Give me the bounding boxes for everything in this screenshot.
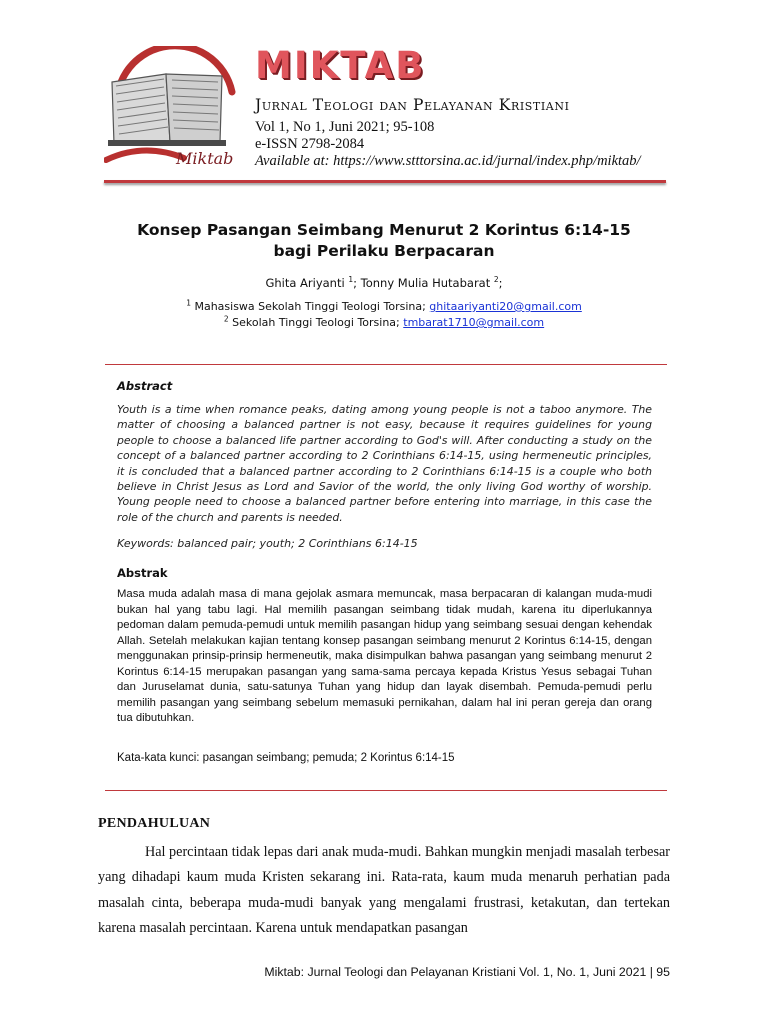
author-separator: ; bbox=[353, 276, 361, 290]
title-line-2: bagi Perilaku Berpacaran bbox=[273, 242, 495, 260]
title-line-1: Konsep Pasangan Seimbang Menurut 2 Korintus 6:14-15 bbox=[137, 221, 631, 239]
availability-url[interactable]: Available at: https://www.stttorsina.ac.id/jurnal/index.php/miktab/ bbox=[255, 153, 641, 169]
author-email-link[interactable]: ghitaariyanti20@gmail.com bbox=[429, 300, 582, 313]
volume-info: Vol 1, No 1, Juni 2021; 95-108 bbox=[255, 119, 435, 135]
body-paragraph: Hal percintaan tidak lepas dari anak muda-mudi. Bahkan mungkin menjadi masalah terbesar yang dihadapi kaum muda Kristen sekarang ini. Rata-rata, kaum muda menaruh perhatian pada masalah cinta, beberapa muda-mudi banyak yang mengalami frustrasi, ketakutan, dan tertekan karena masalah percintaan. Karena untuk mendapatkan pasangan bbox=[98, 844, 670, 937]
affiliation-text: Sekolah Tinggi Teologi Torsina; bbox=[232, 316, 400, 329]
author-affiliation-marker: 1 bbox=[348, 275, 354, 285]
journal-logo bbox=[104, 46, 250, 166]
article-title bbox=[100, 220, 668, 262]
journal-brand: MIKTAB bbox=[255, 44, 426, 87]
author-name: Tonny Mulia Hutabarat bbox=[360, 276, 491, 290]
abstrak-text: Masa muda adalah masa di mana gejolak asmara memuncak, masa berpacaran di kalangan muda-mudi bukan hal yang tabu lagi. Hal memilih pasangan seimbang tidak mudah, karena itu diperlukannya pedoman dalam pemuda-pemudi untuk memilih pasangan hidup yang seimbang sesuai dengan kehendak Allah. Setelah melakukan kajian tentang konsep pasangan seimbang menurut 2 Korintus 6:14-15, dengan menggunakan prinsip-prinsip hermeneutik, maka disimpulkan bahwa pasangan yang seimbang menurut 2 Korintus 6:14-15 merupakan pasangan yang sama-sama percaya kepada Kristus Yesus sebagai Tuhan dan Juruselamat dunia, satu-satunya Tuhan yang hidup dan layak disembah. Pemuda-pemudi perlu memilih pasangan yang seimbang sebelum memasuki pernikahan, dalam hal ini peran gereja dan orang tua dibutuhkan. bbox=[117, 588, 652, 724]
author-list-end: ; bbox=[498, 276, 503, 290]
author-email-link[interactable]: tmbarat1710@gmail.com bbox=[403, 316, 545, 329]
logo-wordmark: Miktab bbox=[176, 149, 234, 166]
author-affiliation-marker: 2 bbox=[493, 275, 499, 285]
affiliation-text: Mahasiswa Sekolah Tinggi Teologi Torsina; bbox=[194, 300, 426, 313]
journal-full-name: Jurnal Teologi dan Pelayanan Kristiani bbox=[255, 96, 570, 114]
header-divider bbox=[104, 180, 666, 183]
abstract-text: Youth is a time when romance peaks, dating among young people is not a taboo anymore. The matter of choosing a balanced partner is not easy, because it requires guidelines for young people to choose a balanced life partner according to God's will. After conducting a study on the concept of a balanced partner according to 2 Corinthians 6:14-15, using hermeneutic principles, it is concluded that a balanced partner according to 2 Corinthians 6:14-15 is a couple who both believe in Christ Jesus as Lord and Savior of the world, the only living God worthy of worship. Young people need to choose a balanced partner before entering into marriage, in this case the role of the church and parents is needed. bbox=[117, 403, 652, 524]
affiliation-marker: 1 bbox=[186, 298, 191, 308]
author-list bbox=[100, 276, 668, 290]
abstrak-keywords: Kata-kata kunci: pasangan seimbang; pemuda; 2 Korintus 6:14-15 bbox=[117, 752, 455, 764]
abstract-bottom-divider bbox=[105, 790, 667, 791]
abstract-keywords: Keywords: balanced pair; youth; 2 Corinthians 6:14-15 bbox=[117, 537, 418, 550]
issn-info: e-ISSN 2798-2084 bbox=[255, 136, 365, 152]
affiliation-1 bbox=[100, 300, 668, 313]
abstrak-heading: Abstrak bbox=[117, 566, 168, 580]
abstract-heading: Abstract bbox=[117, 379, 173, 393]
abstract-top-divider bbox=[105, 364, 667, 365]
author-name: Ghita Ariyanti bbox=[265, 276, 345, 290]
affiliation-marker: 2 bbox=[223, 314, 229, 324]
book-logo-icon bbox=[104, 46, 250, 166]
page-footer: Miktab: Jurnal Teologi dan Pelayanan Kristiani Vol. 1, No. 1, Juni 2021 | 95 bbox=[264, 965, 670, 979]
section-heading: PENDAHULUAN bbox=[98, 816, 211, 831]
affiliation-2 bbox=[100, 316, 668, 329]
